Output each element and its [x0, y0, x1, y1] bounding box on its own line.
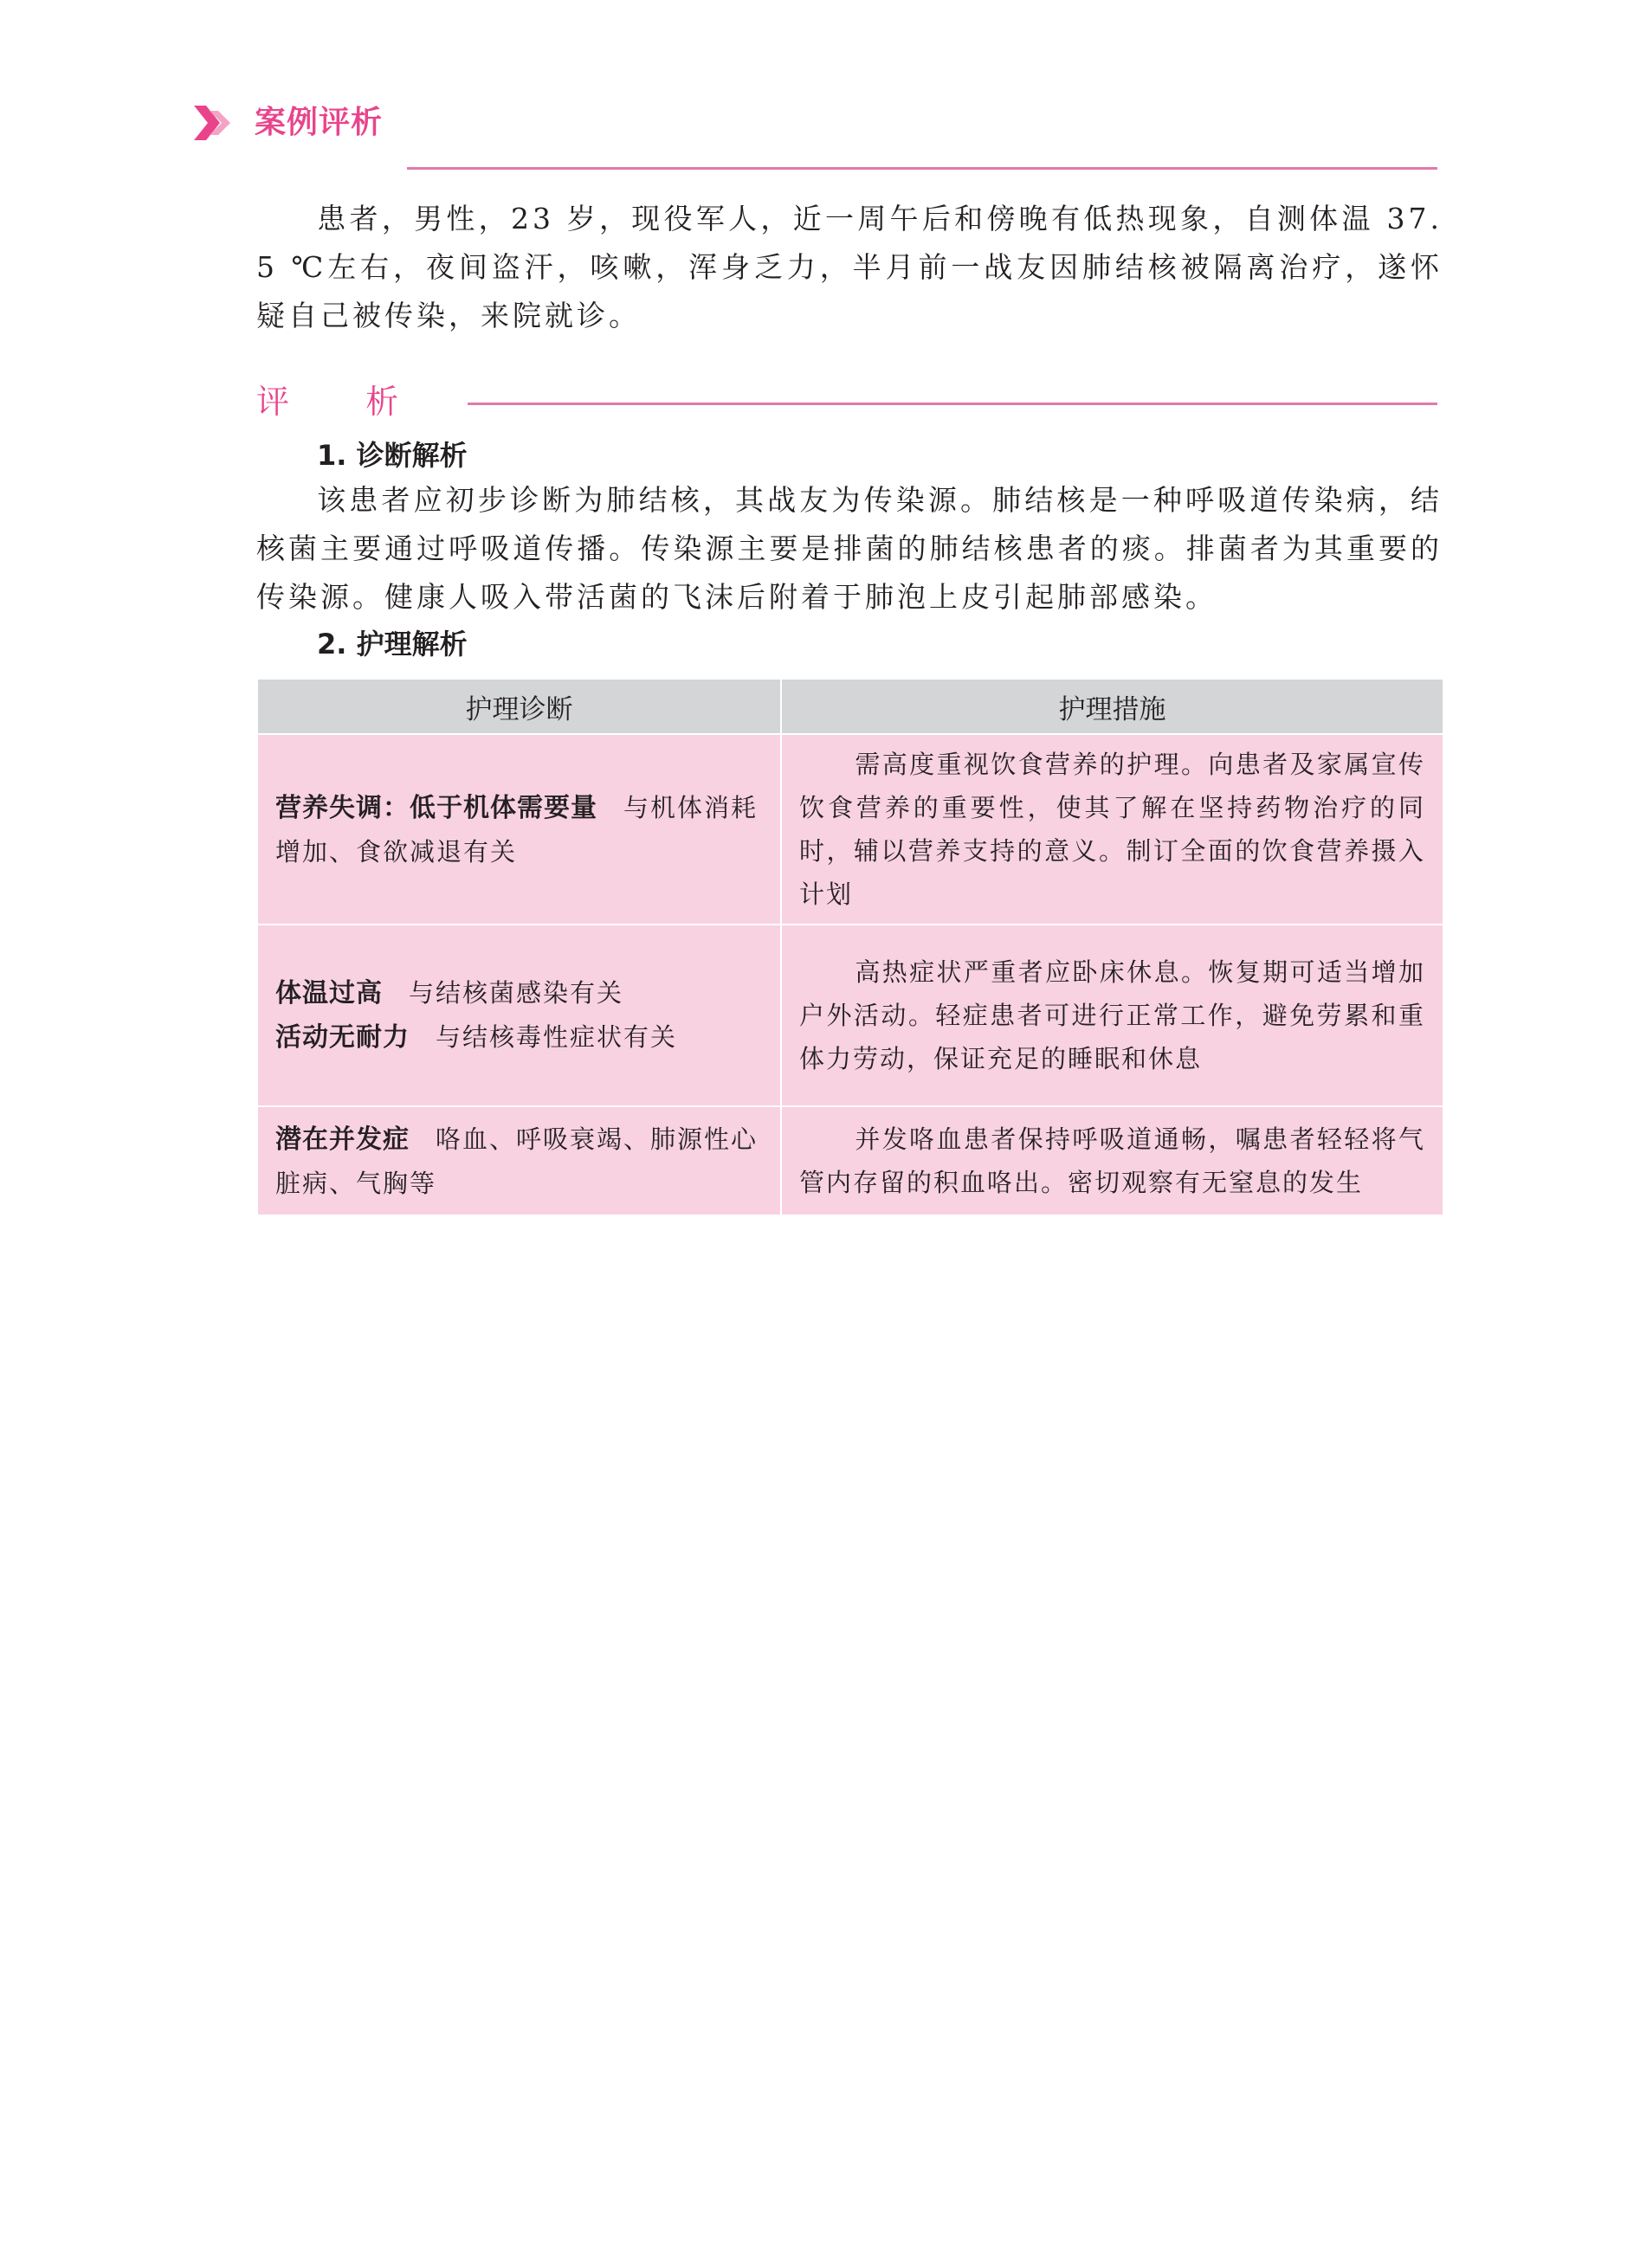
diagnosis-label: 活动无耐力	[275, 1022, 410, 1053]
diagnosis-label: 体温过高	[275, 978, 383, 1008]
table-row	[257, 1106, 1443, 1215]
header-nursing-measures: 护理措施	[781, 679, 1443, 734]
diagnosis-analysis-text: 该患者应初步诊断为肺结核，其战友为传染源。肺结核是一种呼吸道传染病，结核菌主要通过呼吸道传播。传染源主要是排菌的肺结核患者的痰。排菌者为其重要的传染源。健康人吸入带活菌的飞沫后附着于肺泡上皮引起肺部感染。	[256, 483, 1443, 614]
diagnosis-reason: 咯血、呼吸衰竭、肺源性心脏病、气胸等	[275, 1124, 759, 1198]
measure-cell	[781, 734, 1443, 925]
diagnosis-cell	[257, 1106, 781, 1215]
double-chevron-icon	[192, 102, 234, 144]
nursing-analysis-heading: 2. 护理解析	[317, 628, 468, 660]
diagnosis-reason: 与结核菌感染有关	[409, 978, 624, 1008]
measure-text: 并发咯血患者保持呼吸道通畅，嘱患者轻轻将气管内存留的积血咯出。密切观察有无窒息的发生	[799, 1124, 1425, 1197]
diagnosis-reason: 与机体消耗增加、食欲减退有关	[275, 792, 759, 867]
nursing-table	[256, 678, 1444, 1216]
measure-cell	[781, 1106, 1443, 1215]
diagnosis-analysis-paragraph	[256, 476, 1443, 622]
diagnosis-cell	[257, 925, 781, 1106]
table-row	[257, 925, 1443, 1106]
measure-text: 高热症状严重者应卧床休息。恢复期可适当增加户外活动。轻症患者可进行正常工作，避免劳累和重体力劳动，保证充足的睡眠和休息	[799, 957, 1425, 1073]
diagnosis-label: 营养失调：低于机体需要量	[275, 792, 597, 823]
case-description	[256, 195, 1443, 340]
table-row	[257, 734, 1443, 925]
case-header-divider	[407, 167, 1437, 170]
measure-cell	[781, 925, 1443, 1106]
measure-text: 需高度重视饮食营养的护理。向患者及家属宣传饮食营养的重要性，使其了解在坚持药物治疗的同时，辅以营养支持的意义。制订全面的饮食营养摄入计划	[799, 750, 1425, 909]
analysis-divider	[468, 403, 1437, 405]
diagnosis-label: 潜在并发症	[275, 1124, 410, 1155]
table-header-row	[257, 679, 1443, 734]
case-analysis-title: 案例评析	[255, 105, 384, 140]
diagnosis-cell	[257, 734, 781, 925]
analysis-title: 评 析	[256, 383, 432, 421]
case-analysis-header	[192, 97, 1439, 149]
diagnosis-reason: 与结核毒性症状有关	[436, 1022, 678, 1052]
diagnosis-analysis-heading: 1. 诊断解析	[317, 439, 468, 472]
header-nursing-diagnosis: 护理诊断	[257, 679, 781, 734]
case-description-text: 患者，男性，23 岁，现役军人，近一周午后和傍晚有低热现象，自测体温 37. 5 ℃左右，夜间盗汗，咳嗽，浑身乏力，半月前一战友因肺结核被隔离治疗，遂怀疑自己被传染，来院就诊。	[256, 202, 1443, 332]
